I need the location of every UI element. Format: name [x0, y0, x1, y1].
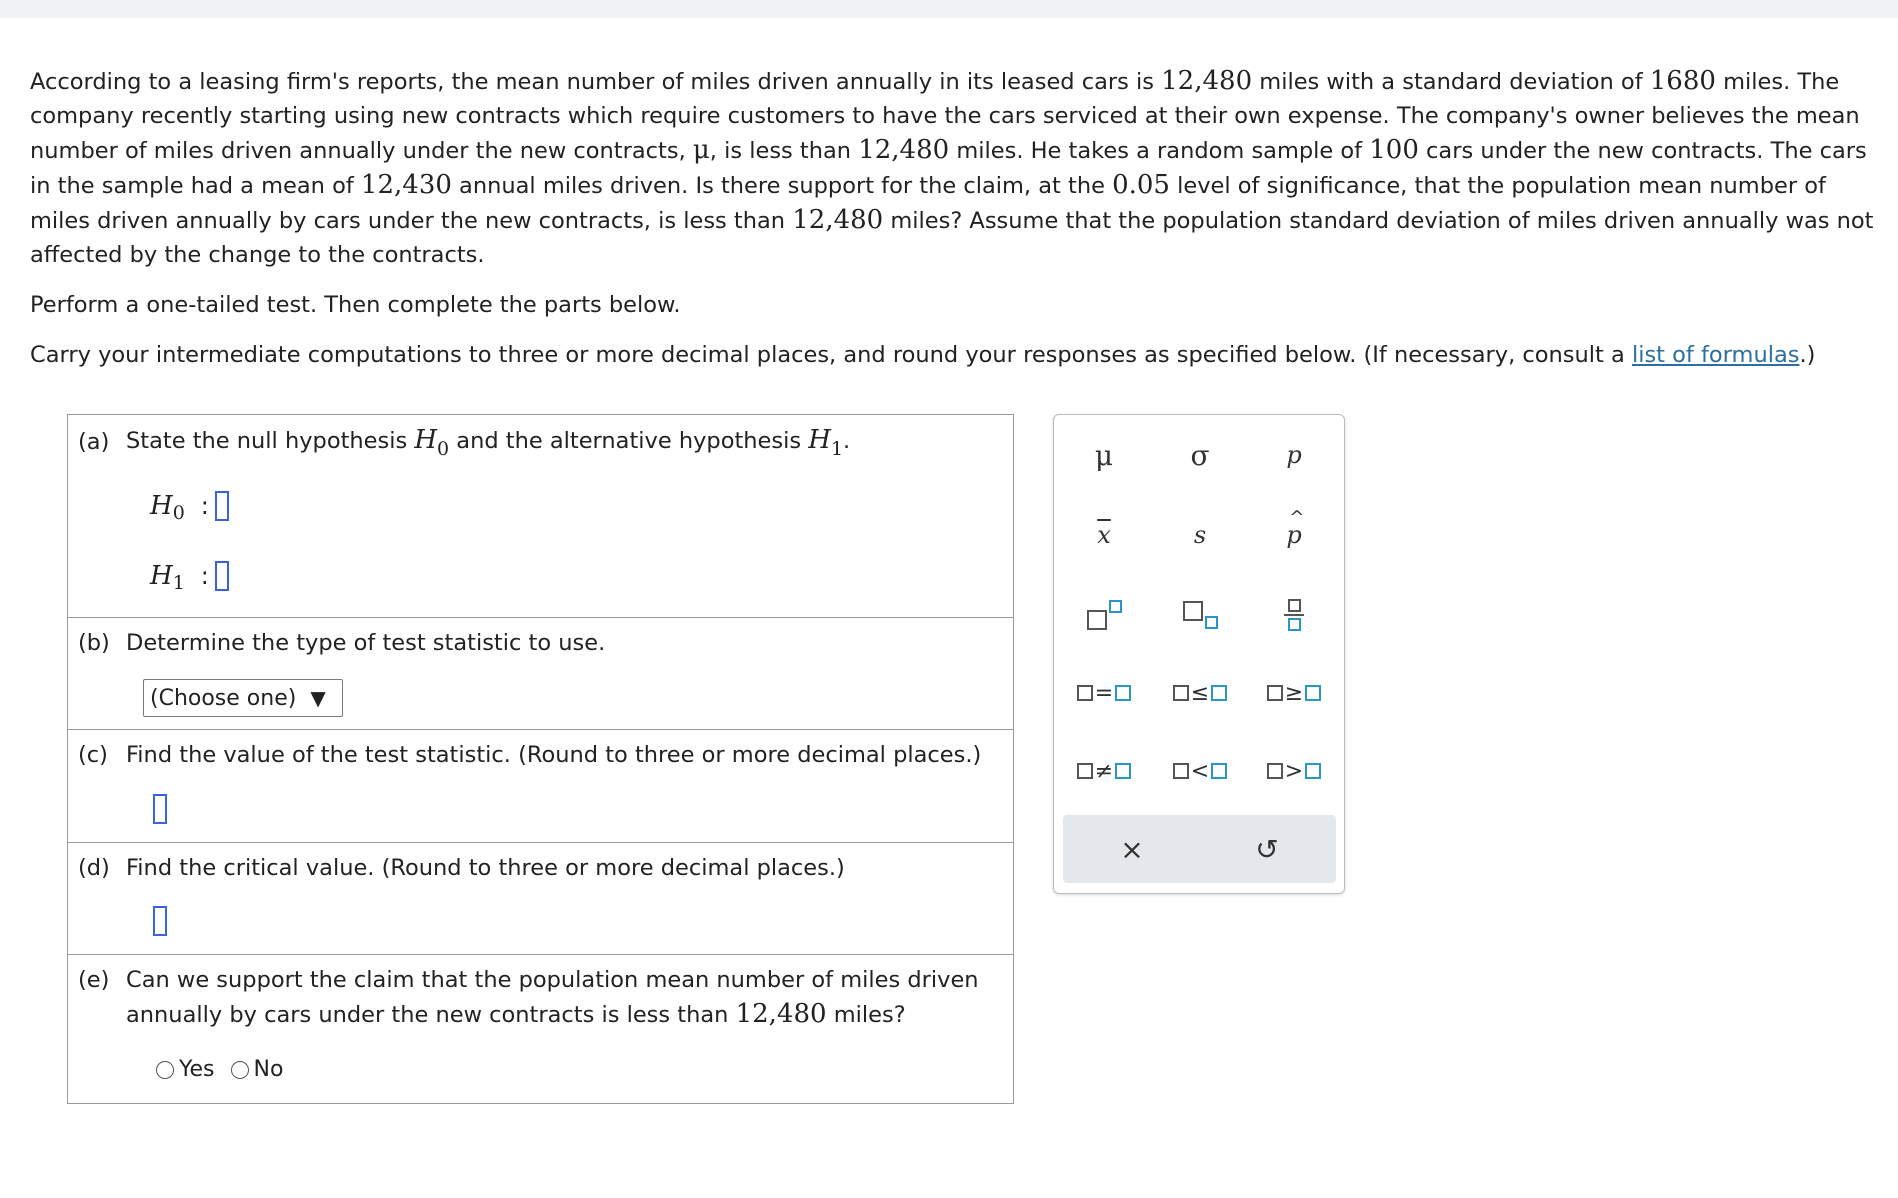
part-e-text-2a: annually by cars under the new contracts is less than [126, 1002, 736, 1028]
part-a-text [126, 425, 851, 460]
question-panel [67, 414, 1014, 1104]
top-bar [0, 0, 1898, 18]
yes-radio[interactable] [156, 1057, 215, 1082]
superscript-button[interactable] [1064, 587, 1144, 643]
null-hypothesis-input[interactable] [215, 491, 229, 521]
part-c-label: (c) [78, 742, 108, 768]
superscript-icon [1087, 600, 1122, 630]
value-sd: 1680 [1649, 66, 1716, 96]
part-a [68, 415, 1013, 618]
sigma-button[interactable] [1160, 427, 1240, 483]
value-mean: 12,480 [858, 135, 950, 165]
yes-label: Yes [179, 1057, 215, 1082]
undo-button[interactable] [1207, 821, 1327, 877]
value-mean: 12,480 [792, 205, 884, 235]
h1-label-subscript: 1 [172, 572, 185, 594]
less-than-icon: < [1173, 759, 1227, 784]
part-e [68, 955, 1013, 1105]
problem-text: .) [1799, 342, 1816, 368]
part-a-text-2: and the alternative hypothesis [449, 428, 809, 454]
part-e-label: (e) [78, 967, 110, 993]
radio-circle-icon [231, 1061, 249, 1079]
mu-symbol: μ [692, 135, 710, 165]
part-d-text: Find the critical value. (Round to three or more decimal places.) [126, 855, 845, 881]
subscript-button[interactable] [1160, 587, 1240, 643]
fraction-icon [1284, 599, 1304, 631]
problem-text: , is less than [709, 138, 859, 164]
fraction-button[interactable] [1254, 587, 1334, 643]
part-e-text-2b: miles? [826, 1002, 906, 1028]
h0-colon: : [200, 492, 209, 520]
s-button[interactable] [1160, 507, 1240, 563]
no-label: No [253, 1057, 284, 1082]
close-icon: × [1120, 832, 1144, 866]
less-equal-icon: ≤ [1173, 681, 1227, 706]
problem-text: According to a leasing firm's reports, the mean number of miles driven annually in its leased cars is [30, 69, 1162, 95]
problem-text: level of significance, that the population mean number of miles driven annually by cars under the new contracts, is less than [30, 173, 1826, 234]
h0-label-subscript: 0 [172, 502, 185, 524]
formulas-link[interactable]: list of formulas [1631, 342, 1800, 368]
equals-button[interactable] [1064, 665, 1144, 721]
h0-variable: H [414, 425, 438, 455]
less-equal-button[interactable] [1160, 665, 1240, 721]
problem-paragraph-3 [30, 338, 1880, 372]
alt-hypothesis-row [150, 561, 229, 594]
part-c [68, 730, 1013, 843]
alt-hypothesis-input[interactable] [215, 561, 229, 591]
value-alpha: 0.05 [1112, 170, 1170, 200]
palette-footer [1063, 815, 1336, 883]
part-b [68, 618, 1013, 730]
hat-accent-icon: ^ [1289, 507, 1305, 528]
problem-paragraph-2: Perform a one-tailed test. Then complete the parts below. [30, 292, 681, 318]
test-statistic-select[interactable] [143, 679, 343, 717]
part-b-label: (b) [78, 630, 110, 656]
p-icon: p [1286, 441, 1302, 469]
greater-equal-icon: ≥ [1267, 681, 1321, 706]
h0-label: H [150, 491, 173, 521]
value-mean: 12,480 [735, 999, 827, 1029]
subscript-icon [1183, 601, 1218, 629]
greater-equal-button[interactable] [1254, 665, 1334, 721]
problem-text: cars under the new contracts. The cars in the sample had a mean of [30, 138, 1867, 199]
radio-circle-icon [156, 1061, 174, 1079]
part-e-text-1: Can we support the claim that the population mean number of miles driven [126, 967, 979, 993]
equals-icon: = [1077, 681, 1131, 706]
greater-than-icon: > [1267, 759, 1321, 784]
problem-text: miles with a standard deviation of [1252, 69, 1650, 95]
sigma-icon: σ [1190, 438, 1210, 472]
value-mean: 12,480 [1161, 66, 1253, 96]
value-sample-size: 100 [1369, 135, 1419, 165]
part-a-text-3: . [843, 428, 851, 454]
not-equal-icon: ≠ [1077, 759, 1131, 784]
part-a-label: (a) [78, 429, 110, 455]
mu-icon: μ [1094, 438, 1114, 472]
problem-text: annual miles driven. Is there support for the claim, at the [451, 173, 1113, 199]
problem-paragraph-1 [30, 64, 1880, 272]
h1-variable: H [808, 425, 831, 455]
part-c-text: Find the value of the test statistic. (Round to three or more decimal places.) [126, 742, 982, 768]
chevron-down-icon: ▼ [310, 686, 326, 710]
problem-statement [30, 64, 1880, 388]
yes-no-group [156, 1057, 299, 1082]
p-hat-button[interactable] [1254, 507, 1334, 563]
h1-colon: : [200, 562, 209, 590]
s-icon: s [1193, 521, 1207, 549]
x-bar-icon: $\overline{x}$ [1097, 521, 1111, 549]
less-than-button[interactable] [1160, 743, 1240, 799]
h0-subscript: 0 [437, 438, 450, 460]
null-hypothesis-row [150, 491, 229, 524]
clear-button[interactable] [1072, 821, 1192, 877]
h1-label: H [150, 561, 173, 591]
greater-than-button[interactable] [1254, 743, 1334, 799]
p-button[interactable] [1254, 427, 1334, 483]
test-statistic-input[interactable] [153, 794, 167, 824]
problem-text: miles? Assume that the population standard deviation of miles driven annually was not affected by the change to the contracts. [30, 208, 1874, 268]
part-d [68, 843, 1013, 955]
critical-value-input[interactable] [153, 906, 167, 936]
part-b-text: Determine the type of test statistic to use. [126, 630, 606, 656]
undo-icon: ↺ [1255, 832, 1279, 866]
no-radio[interactable] [231, 1057, 284, 1082]
p-hat-letter: p [1286, 521, 1302, 549]
problem-text: Carry your intermediate computations to three or more decimal places, and round your responses as specified below. (If necessary, consult a [30, 342, 1632, 368]
part-d-label: (d) [78, 855, 110, 881]
p-hat-icon [1286, 507, 1305, 549]
not-equal-button[interactable] [1064, 743, 1144, 799]
problem-text: miles. He takes a random sample of [949, 138, 1370, 164]
part-a-text-1: State the null hypothesis [126, 428, 415, 454]
mu-button[interactable] [1064, 427, 1144, 483]
problem-text: miles. The company recently starting using new contracts which require customers to have the cars serviced at their own expense. The company's owner believes the mean number of miles driven annually under the new contracts, [30, 69, 1860, 164]
part-e-text-2 [126, 999, 906, 1029]
h1-subscript: 1 [830, 438, 844, 460]
select-value: (Choose one) [150, 685, 297, 711]
value-sample-mean: 12,430 [360, 170, 452, 200]
math-palette [1053, 414, 1345, 894]
x-bar-button[interactable] [1064, 507, 1144, 563]
